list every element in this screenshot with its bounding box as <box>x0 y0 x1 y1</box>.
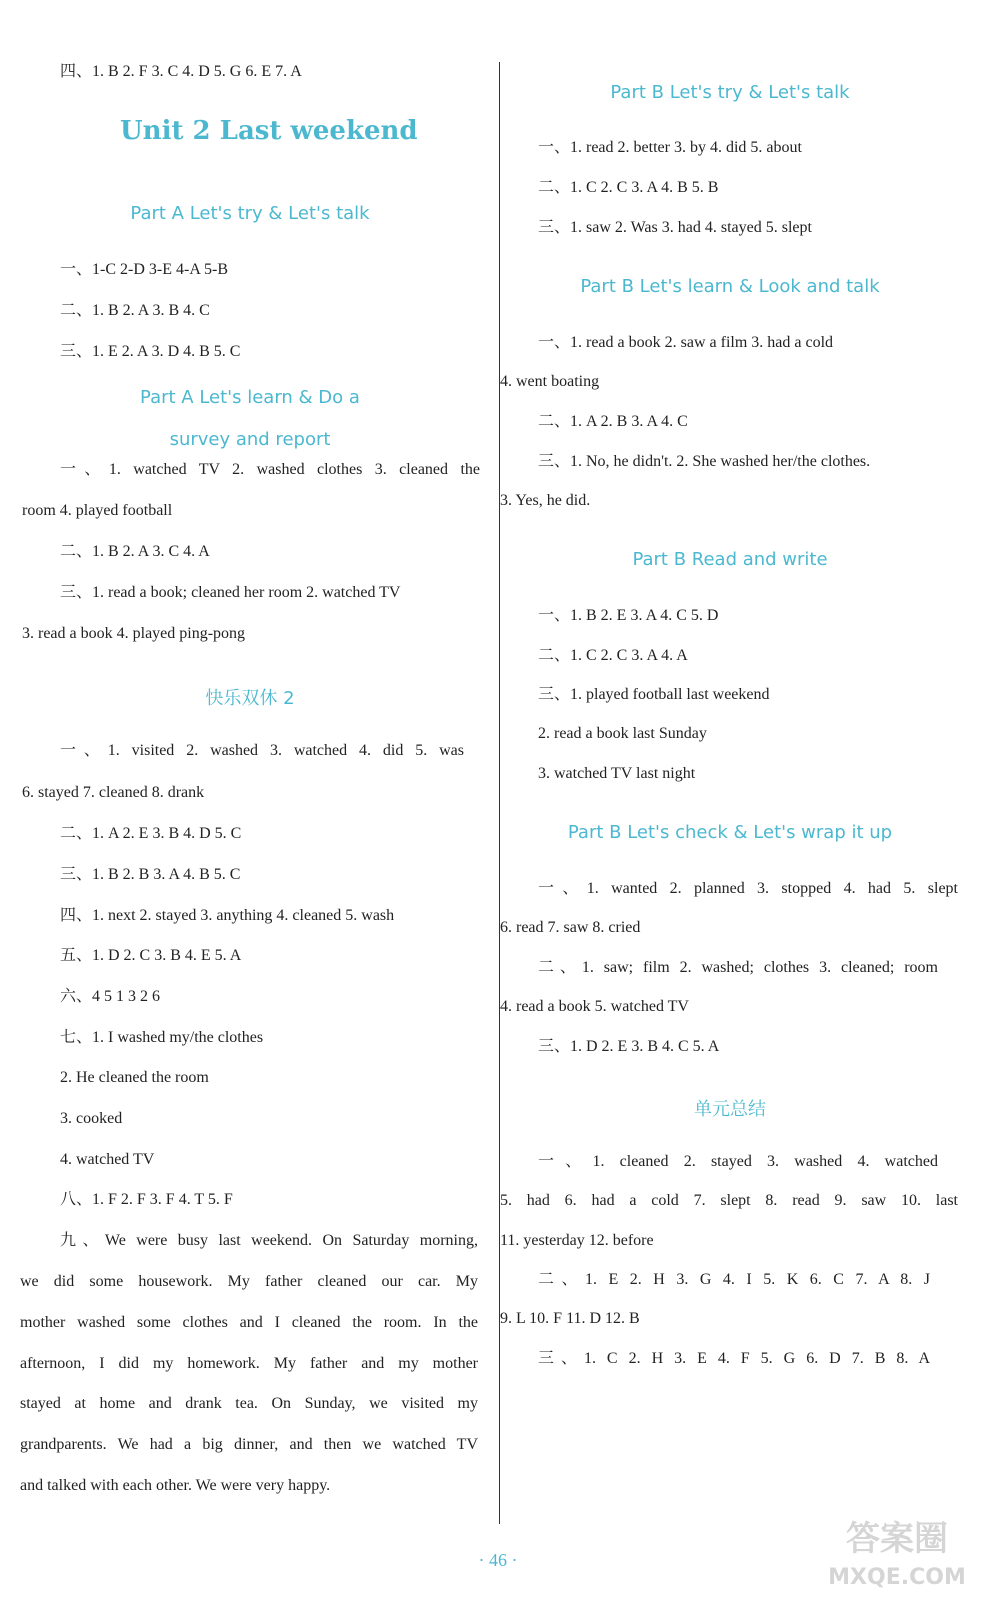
answer-line: 二、1. saw; film 2. washed; clothes 3. cleaned; room <box>538 959 938 976</box>
answer-line: 二、1. B 2. A 3. C 4. A <box>60 543 210 560</box>
paragraph-line: grandparents. We had a big dinner, and then we watched TV <box>20 1436 478 1453</box>
answer-line: 4. read a book 5. watched TV <box>500 998 689 1015</box>
answer-line: 三、1. B 2. B 3. A 4. B 5. C <box>60 866 241 883</box>
answer-line: 3. read a book 4. played ping-pong <box>22 625 246 642</box>
answer-line: 3. Yes, he did. <box>500 492 591 509</box>
answer-line: 一、1. visited 2. washed 3. watched 4. did 5. was <box>60 742 464 759</box>
section-heading-part-b-check: Part B Let's check & Let's wrap it up <box>567 822 893 843</box>
answer-line: 三、1. C 2. H 3. E 4. F 5. G 6. D 7. B 8. A <box>538 1350 930 1367</box>
section-heading-part-b-learn: Part B Let's learn & Look and talk <box>580 276 880 297</box>
section-heading-part-b-talk: Part B Let's try & Let's talk <box>610 82 850 103</box>
answer-line: 三、1. D 2. E 3. B 4. C 5. A <box>538 1038 720 1055</box>
answer-line: 3. cooked <box>60 1110 123 1127</box>
answer-line: 三、1. E 2. A 3. D 4. B 5. C <box>60 343 241 360</box>
answer-line: 七、1. I washed my/the clothes <box>60 1029 264 1046</box>
answer-line: 2. He cleaned the room <box>60 1069 209 1086</box>
answer-line: 二、1. E 2. H 3. G 4. I 5. K 6. C 7. A 8. J <box>538 1271 930 1288</box>
answer-line: 一、1. watched TV 2. washed clothes 3. cleaned the <box>60 461 480 478</box>
answer-line: 六、4 5 1 3 2 6 <box>60 988 161 1005</box>
watermark-top-text: 答案圈 <box>846 1519 948 1559</box>
watermark-bottom-text: MXQE.COM <box>828 1565 966 1590</box>
answer-line: 一、1. read 2. better 3. by 4. did 5. about <box>538 139 802 156</box>
answer-line: 三、1. saw 2. Was 3. had 4. stayed 5. slept <box>538 219 812 236</box>
answer-line: 二、1. C 2. C 3. A 4. B 5. B <box>538 179 719 196</box>
answer-line: 4. watched TV <box>60 1151 155 1168</box>
section-heading-part-a-talk: Part A Let's try & Let's talk <box>130 203 370 224</box>
section-heading-weekend: 快乐双休 2 <box>205 688 295 709</box>
answer-line: 二、1. A 2. E 3. B 4. D 5. C <box>60 825 242 842</box>
answer-line: 三、1. read a book; cleaned her room 2. watched TV <box>60 584 401 601</box>
answer-line: 二、1. C 2. C 3. A 4. A <box>538 647 688 664</box>
answer-line: 11. yesterday 12. before <box>500 1232 654 1249</box>
answer-line: 9. L 10. F 11. D 12. B <box>500 1310 640 1327</box>
answer-line: 3. watched TV last night <box>538 765 696 782</box>
unit-title: Unit 2 Last weekend <box>120 116 418 146</box>
page-number: · 46 · <box>478 1550 518 1570</box>
answer-line: room 4. played football <box>22 502 173 519</box>
answer-line: 八、1. F 2. F 3. F 4. T 5. F <box>60 1191 233 1208</box>
section-heading-part-a-learn-cont: survey and report <box>169 429 331 450</box>
paragraph-line: we did some housework. My father cleaned our car. My <box>20 1273 478 1290</box>
paragraph-line: mother washed some clothes and I cleaned the room. In the <box>20 1314 478 1331</box>
answer-line: 6. read 7. saw 8. cried <box>500 919 641 936</box>
answer-line: 一、1-C 2-D 3-E 4-A 5-B <box>60 261 228 278</box>
answer-line: 四、1. next 2. stayed 3. anything 4. cleaned 5. wash <box>60 907 395 924</box>
answer-line: 一、1. wanted 2. planned 3. stopped 4. had 5. slept <box>538 880 958 897</box>
answer-line: 五、1. D 2. C 3. B 4. E 5. A <box>60 947 242 964</box>
answer-line: 二、1. A 2. B 3. A 4. C <box>538 413 688 430</box>
paragraph-line: afternoon, I did my homework. My father and my mother <box>20 1355 478 1372</box>
answer-line: 一、1. cleaned 2. stayed 3. washed 4. watched <box>538 1153 938 1170</box>
section-heading-part-b-read: Part B Read and write <box>632 549 828 570</box>
answer-line: 二、1. B 2. A 3. B 4. C <box>60 302 210 319</box>
answer-line: 三、1. No, he didn't. 2. She washed her/the clothes. <box>538 453 871 470</box>
answer-line: 6. stayed 7. cleaned 8. drank <box>22 784 205 801</box>
answer-line: 4. went boating <box>500 373 600 390</box>
section-heading-part-a-learn: Part A Let's learn & Do a <box>140 387 360 408</box>
answer-line: 2. read a book last Sunday <box>538 725 707 742</box>
paragraph-line: stayed at home and drank tea. On Sunday, we visited my <box>20 1395 478 1412</box>
section-heading-summary: 单元总结 <box>694 1099 766 1120</box>
watermark-logo <box>812 1512 982 1592</box>
answer-line: 四、1. B 2. F 3. C 4. D 5. G 6. E 7. A <box>60 63 302 80</box>
answer-line: 一、1. read a book 2. saw a film 3. had a cold <box>538 334 834 351</box>
answer-line: 三、1. played football last weekend <box>538 686 770 703</box>
answer-line: 5. had 6. had a cold 7. slept 8. read 9. saw 10. last <box>500 1192 958 1209</box>
paragraph-line: and talked with each other. We were very happy. <box>20 1477 331 1494</box>
answer-line: 一、1. B 2. E 3. A 4. C 5. D <box>538 607 719 624</box>
paragraph-line: 九、We were busy last weekend. On Saturday morning, <box>60 1232 478 1249</box>
